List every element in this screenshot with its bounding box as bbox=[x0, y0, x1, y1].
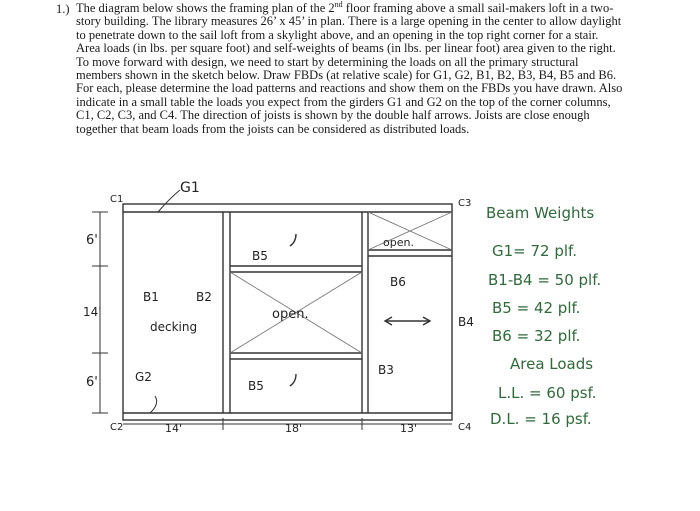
g1-leader bbox=[158, 190, 180, 212]
dim-bottom-right: 13' bbox=[400, 422, 418, 435]
note-area-loads-title: Area Loads bbox=[510, 355, 594, 373]
label-b6: B6 bbox=[390, 275, 406, 289]
problem-text-part2: floor framing above a small sail-makers loft in a two-story building. The library measures 26’ x 45’ in plan. There is a large opening in the center to allow daylight to penetrate down to the sail loft from a skylight above, and an opening in the top right corner for a stair. Area loads (in lbs. per square foot) and self-weights of beams (in lbs. per linear foot) area given to the right. To move forward with design, we need to start by determining the loads on all the primary structural members shown in the sketch below. Draw FBDs (at relative scale) for G1, G2, B1, B2, B3, B4, B5 and B6. For each, please determine the load patterns and reactions and show them on the FBDs you have drawn. Also indicate in a small table the loads you expect from the girders G1 and G2 on the top of the corner columns, C1, C2, C3, and C4. The direction of joists is shown by the double half arrows. Joists are close enough together that beam loads from the joists can be considered as distributed loads. bbox=[76, 1, 623, 136]
note-live-load: L.L. = 60 psf. bbox=[498, 384, 597, 402]
dim-bottom-left: 14' bbox=[165, 422, 183, 435]
label-g2: G2 bbox=[135, 370, 152, 384]
g2-leader bbox=[150, 396, 157, 413]
note-b5-weight: B5 = 42 plf. bbox=[492, 299, 581, 317]
label-open-center: open. bbox=[272, 307, 309, 322]
label-b1: B1 bbox=[143, 290, 159, 304]
note-beam-weights-title: Beam Weights bbox=[486, 204, 595, 222]
note-g1-weight: G1= 72 plf. bbox=[492, 242, 578, 260]
label-b3: B3 bbox=[378, 363, 394, 377]
problem-text-part1: The diagram below shows the framing plan of the 2 bbox=[76, 1, 335, 15]
problem-statement bbox=[56, 0, 624, 136]
label-b4: B4 bbox=[458, 315, 474, 329]
label-decking: decking bbox=[150, 320, 198, 334]
note-dead-load: D.L. = 16 psf. bbox=[490, 410, 592, 428]
ordinal-suffix: nd bbox=[334, 0, 343, 9]
label-b2: B2 bbox=[196, 290, 212, 304]
dim-left-top: 6' bbox=[86, 233, 98, 248]
note-b6-weight: B6 = 32 plf. bbox=[492, 327, 581, 345]
dim-left-mid: 14' bbox=[83, 305, 102, 319]
label-c2: C2 bbox=[110, 422, 124, 433]
label-b5-top: B5 bbox=[252, 249, 268, 263]
problem-text bbox=[76, 2, 624, 136]
joist-arrow-icon bbox=[290, 374, 296, 386]
joist-arrow-icon bbox=[290, 234, 296, 246]
dim-left-bottom: 6' bbox=[86, 375, 98, 390]
label-c4: C4 bbox=[458, 422, 472, 433]
label-c3: C3 bbox=[458, 198, 472, 209]
framing-plan-sketch bbox=[0, 168, 700, 458]
note-b1-b4-weight: B1-B4 = 50 plf. bbox=[488, 271, 602, 289]
label-g1: G1 bbox=[180, 180, 200, 196]
label-open-stair: open. bbox=[383, 236, 414, 249]
label-c1: C1 bbox=[110, 194, 124, 205]
label-b5-bottom: B5 bbox=[248, 379, 264, 393]
dim-bottom-mid: 18' bbox=[285, 422, 303, 435]
problem-number: 1.) bbox=[56, 2, 70, 16]
